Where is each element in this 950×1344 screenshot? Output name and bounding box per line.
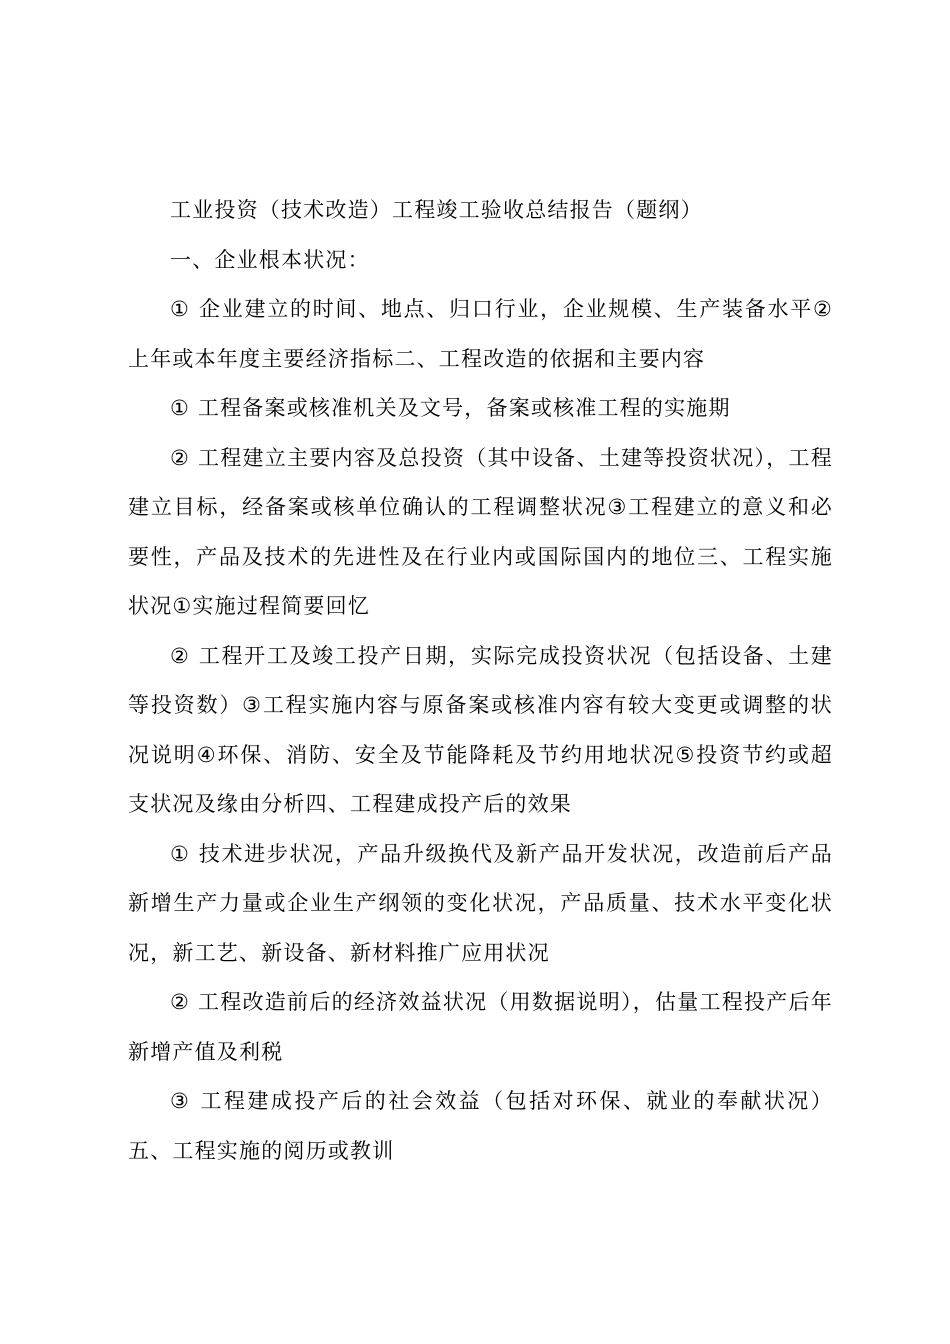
- document-body: [128, 186, 833, 1176]
- paragraph-2: ① 工程备案或核准机关及文号，备案或核准工程的实施期: [170, 396, 731, 420]
- section-heading-1: 一、企业根本状况：: [170, 247, 370, 272]
- paragraph-4: ② 工程开工及竣工投产日期，实际完成投资状况（包括设备、土建等投资数）③工程实施内容与原备案或核准内容有较大变更或调整的状况说明④环保、消防、安全及节能降耗及节约用地状况⑤投资节约或超支状况及缘由分析四、工程建成投产后的效果: [128, 643, 833, 816]
- paragraph-3: ② 工程建立主要内容及总投资（其中设备、土建等投资状况），工程建立目标，经备案或核单位确认的工程调整状况③工程建立的意义和必要性，产品及技术的先进性及在行业内或国际国内的地位三、工程实施状况①实施过程简要回忆: [128, 445, 833, 618]
- document-title: 工业投资（技术改造）工程竣工验收总结报告（题纲）: [170, 198, 703, 222]
- paragraph-7: ③ 工程建成投产后的社会效益（包括对环保、就业的奉献状况）五、工程实施的阅历或教训: [128, 1089, 833, 1163]
- paragraph-6: ② 工程改造前后的经济效益状况（用数据说明），估量工程投产后年新增产值及利税: [128, 990, 833, 1064]
- paragraph-5: ① 技术进步状况，产品升级换代及新产品开发状况，改造前后产品新增生产力量或企业生产纲领的变化状况，产品质量、技术水平变化状况，新工艺、新设备、新材料推广应用状况: [128, 841, 833, 965]
- paragraph-1: ① 企业建立的时间、地点、归口行业，企业规模、生产装备水平②上年或本年度主要经济指标二、工程改造的依据和主要内容: [128, 297, 833, 371]
